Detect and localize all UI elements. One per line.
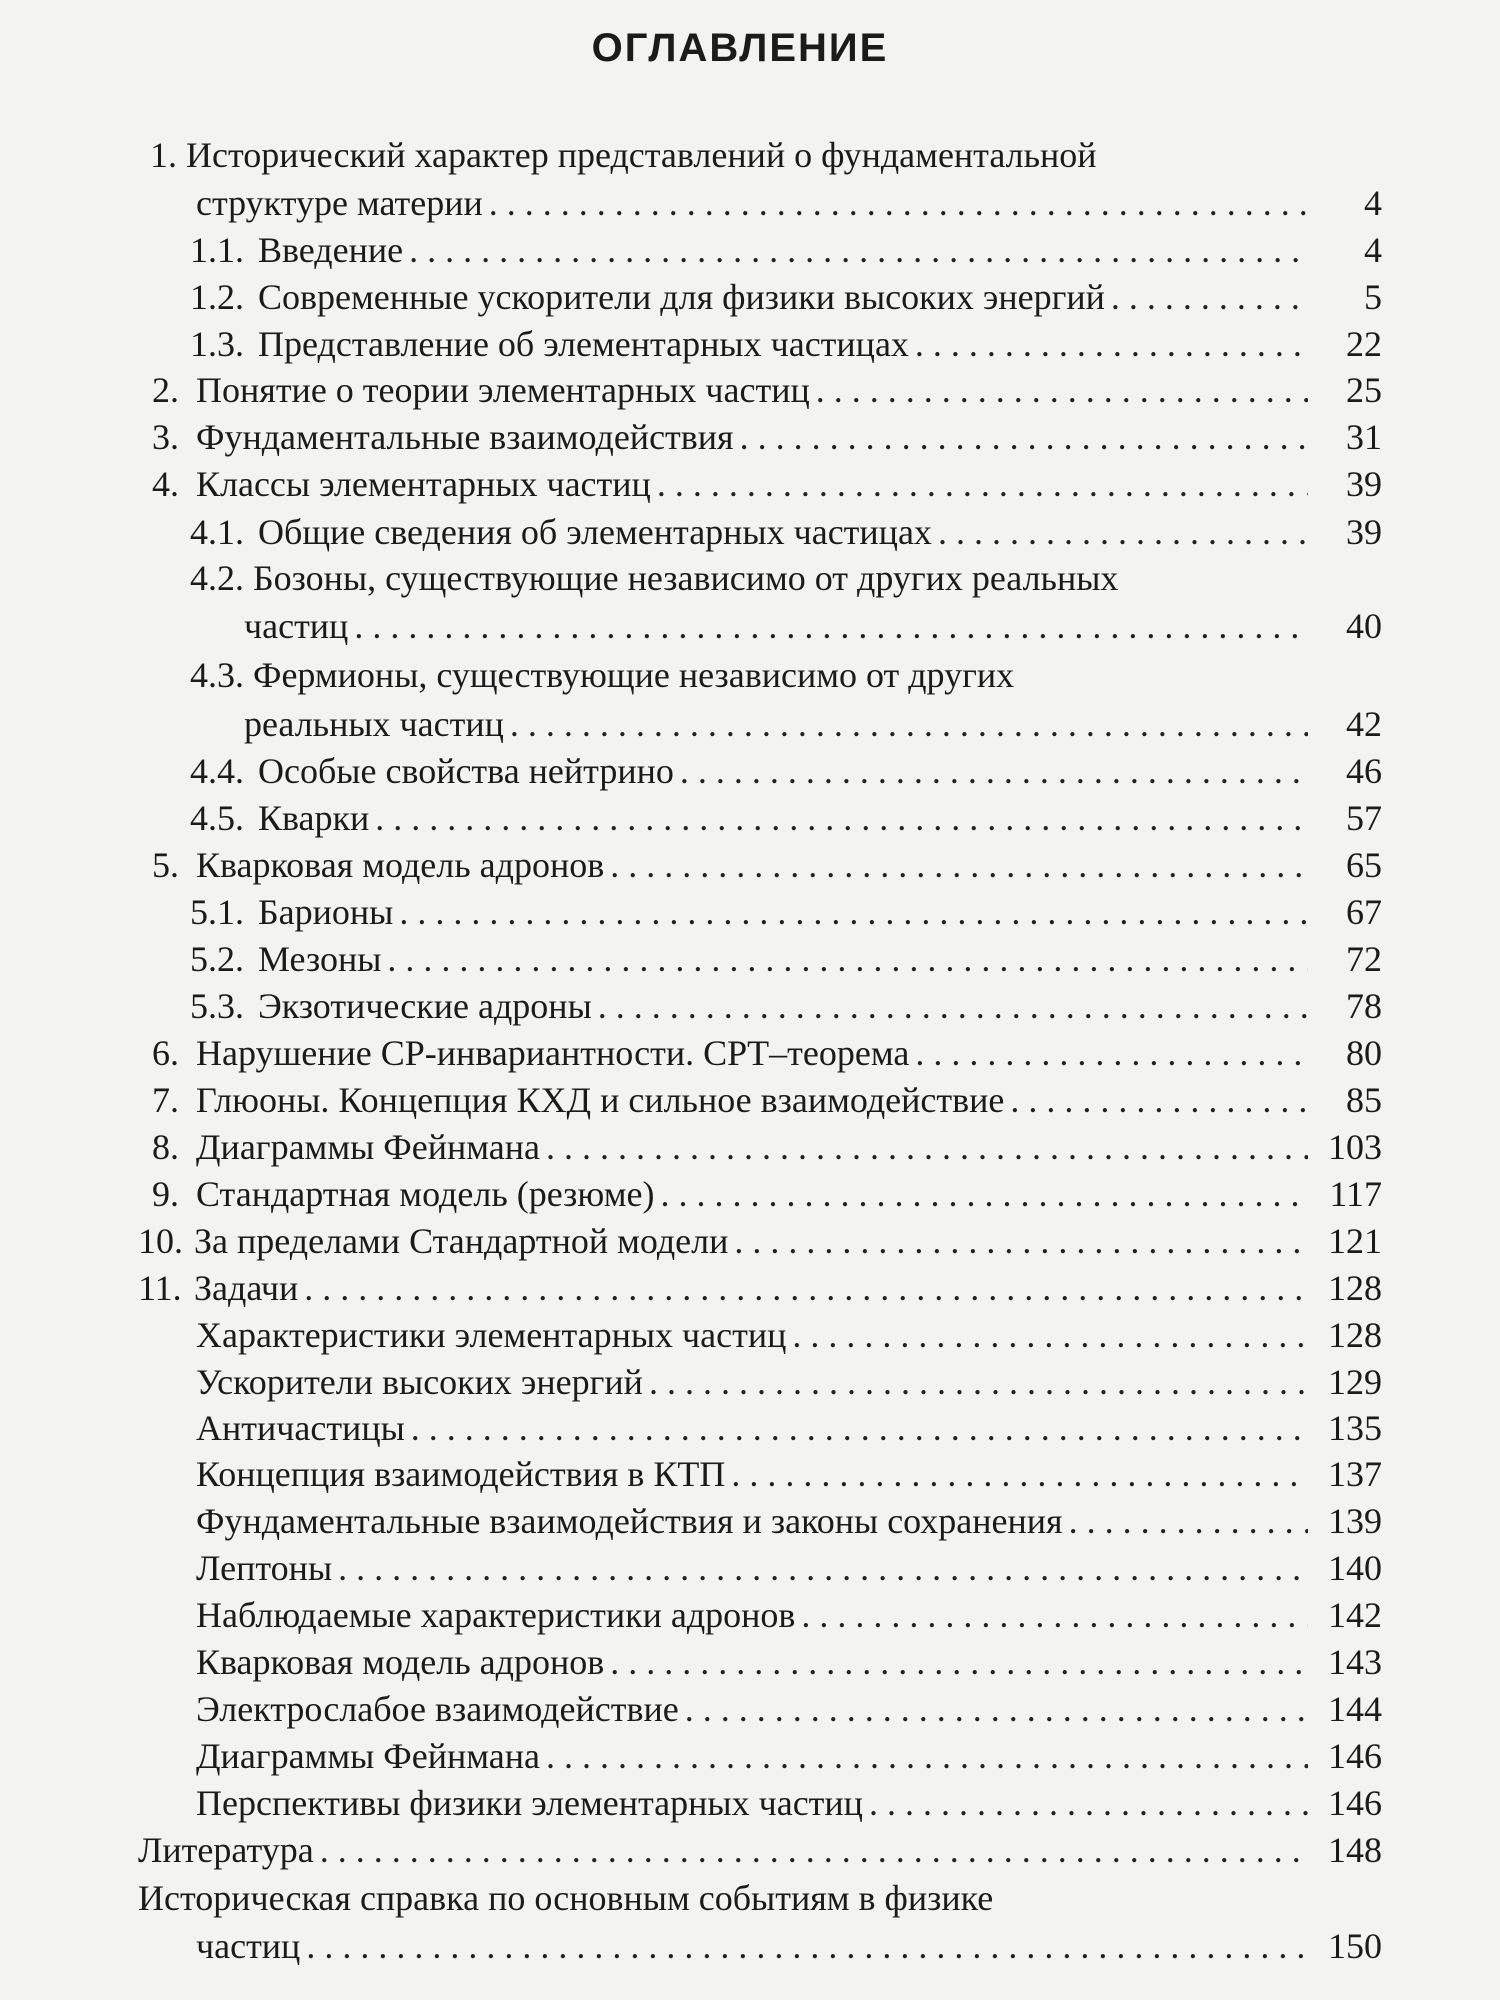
toc-entry-page: 65 [1346,845,1382,885]
toc-entry-page: 128 [1328,1268,1382,1308]
toc-entry-page: 46 [1346,751,1382,791]
toc-entry-number: 3. [152,417,179,457]
toc-entry-page: 39 [1346,464,1382,504]
toc-entry[interactable] [152,462,1382,506]
toc-entry-text: Мезоны [258,939,382,979]
toc-entry[interactable] [190,322,1382,366]
toc-entry-text: Кварки [258,798,370,838]
toc-entry-text: Задачи [194,1268,299,1308]
toc-entry-number: 4.1. [190,512,244,552]
toc-entry[interactable] [196,1593,1382,1637]
toc-entry[interactable] [190,890,1382,934]
toc-entry[interactable] [190,937,1382,981]
toc-entry-text: Литература [138,1830,314,1870]
toc-entry-text: Общие сведения об элементарных частицах [258,512,932,552]
toc-entry-page: 39 [1346,512,1382,552]
toc-entry-text-line1: Бозоны, существующие независимо от других реальных [253,558,1119,598]
toc-entry-number: 1.3. [190,324,244,364]
toc-entry[interactable] [196,1640,1382,1684]
dot-leader [399,890,1308,934]
toc-entry-page: 137 [1328,1454,1382,1494]
toc-entry-page: 67 [1346,892,1382,932]
dot-leader [510,702,1308,746]
toc-entry[interactable] [196,1781,1382,1825]
dot-leader [306,1924,1308,1968]
toc-entry-page: 103 [1328,1127,1382,1167]
dot-leader [731,1452,1308,1496]
toc-entry-text: Представление об элементарных частицах [258,324,909,364]
toc-entry-text: Электрослабое взаимодействие [196,1689,679,1729]
toc-entry-page: 22 [1346,324,1382,364]
toc-entry-number: 7. [152,1080,179,1120]
toc-entry-number: 9. [152,1174,179,1214]
toc-entry-page: 144 [1328,1689,1382,1729]
dot-leader [740,415,1308,459]
toc-entry[interactable] [152,415,1382,459]
toc-entry-number: 4.2. [190,558,244,598]
dot-leader [734,1219,1308,1263]
toc-entry[interactable] [190,510,1382,554]
toc-entry[interactable] [196,1546,1382,1590]
toc-entry-number: 5. [152,845,179,885]
toc-entry[interactable] [152,1125,1382,1169]
dot-leader [661,1172,1308,1216]
dot-leader [938,510,1308,554]
toc-entry-page: 129 [1328,1362,1382,1402]
toc-entry[interactable] [244,604,1382,648]
toc-entry-number: 6. [152,1033,179,1073]
toc-entry-page: 146 [1328,1736,1382,1776]
toc-entry-text: Кварковая модель адронов [196,1642,605,1682]
toc-entry[interactable] [138,1266,1382,1310]
toc-entry-text: Кварковая модель адронов [196,845,605,885]
toc-entry-text: Характеристики элементарных частиц [196,1315,787,1355]
dot-leader [915,1031,1308,1075]
toc-entry-number: 4.4. [190,751,244,791]
toc-entry-text: Барионы [258,892,394,932]
toc-entry-page: 4 [1364,230,1382,270]
toc-entry-page: 80 [1346,1033,1382,1073]
dot-leader [375,796,1308,840]
toc-entry[interactable] [190,984,1382,1028]
toc-entry-number: 1.1. [190,230,244,270]
toc-entry-text: Наблюдаемые характеристики адронов [196,1595,796,1635]
toc-entry-text: Классы элементарных частиц [196,464,651,504]
dot-leader [409,228,1308,272]
toc-entry-page: 121 [1328,1221,1382,1261]
toc-entry-text: Перспективы физики элементарных частиц [196,1783,863,1823]
toc-entry[interactable] [152,1172,1382,1216]
toc-entry-number: 8. [152,1127,179,1167]
toc-entry-number: 4.3. [190,655,244,695]
toc-entry-page: 135 [1328,1408,1382,1448]
toc-entry-line1 [190,556,1118,600]
toc-entry-text: Экзотические адроны [258,986,592,1026]
dot-leader [649,1360,1308,1404]
toc-entry-text: Введение [258,230,404,270]
toc-entry[interactable] [196,1924,1382,1968]
toc-entry-text: Концепция взаимодействия в КТП [196,1454,726,1494]
toc-entry[interactable] [152,843,1382,887]
toc-entry-page: 4 [1364,183,1382,223]
dot-leader [657,462,1308,506]
dot-leader [598,984,1308,1028]
toc-entry-page: 57 [1346,798,1382,838]
toc-entry[interactable] [152,368,1382,412]
toc-entry-page: 31 [1346,417,1382,457]
toc-entry-text: частиц [244,606,349,646]
toc-entry-text-line1: Историческая справка по основным событиям в физике [138,1878,994,1918]
toc-entry-page: 148 [1328,1830,1382,1870]
toc-entry[interactable] [244,702,1382,746]
toc-entry-page: 117 [1329,1174,1382,1214]
toc-entry[interactable] [196,181,1382,225]
toc-entry[interactable] [138,1828,1382,1872]
toc-entry-page: 139 [1328,1501,1382,1541]
dot-leader [610,843,1308,887]
toc-entry-page: 72 [1346,939,1382,979]
toc-entry[interactable] [190,796,1382,840]
toc-entry-text: Ускорители высоких энергий [196,1362,643,1402]
toc-entry[interactable] [196,1687,1382,1731]
toc-entry-text: Лептоны [196,1548,333,1588]
dot-leader [489,181,1308,225]
toc-entry-text: Особые свойства нейтрино [258,751,674,791]
toc-entry-page: 142 [1328,1595,1382,1635]
toc-entry-page: 42 [1346,704,1382,744]
toc-entry-line1 [138,1876,993,1920]
toc-entry[interactable] [196,1313,1382,1357]
toc-entry[interactable] [190,749,1382,793]
dot-leader [816,368,1308,412]
dot-leader [1069,1499,1308,1543]
toc-entry[interactable] [190,275,1382,319]
toc-entry-text: Фундаментальные взаимодействия [196,417,734,457]
toc-entry-page: 78 [1346,986,1382,1026]
toc-entry-number: 11. [138,1268,182,1308]
toc-entry-number: 5.2. [190,939,244,979]
toc-entry[interactable] [196,1406,1382,1450]
toc-entry-number: 2. [152,370,179,410]
toc-entry-text: Фундаментальные взаимодействия и законы сохранения [196,1501,1063,1541]
dot-leader [338,1546,1308,1590]
dot-leader [354,604,1308,648]
toc-entry-number: 1.2. [190,277,244,317]
toc-entry-text-line1: Исторический характер представлений о фундаментальной [186,135,1097,175]
toc-entry-number: 1. [150,135,177,175]
dot-leader [1010,1078,1308,1122]
dot-leader [792,1313,1308,1357]
dot-leader [869,1781,1308,1825]
toc-entry-line1 [190,653,1014,697]
toc-entry-text: реальных частиц [244,704,504,744]
toc-entry-text: Диаграммы Фейнмана [196,1127,541,1167]
toc-entry-text: Диаграммы Фейнмана [196,1736,541,1776]
toc-entry-number: 4. [152,464,179,504]
dot-leader [546,1734,1308,1778]
toc-entry-text: Античастицы [196,1408,405,1448]
toc-entry-text: Понятие о теории элементарных частиц [196,370,810,410]
dot-leader [1111,275,1308,319]
toc-entry-text: Нарушение CP-инвариантности. CPT–теорема [196,1033,910,1073]
toc-entry-number: 5.3. [190,986,244,1026]
dot-leader [915,322,1308,366]
toc-entry-page: 5 [1364,277,1382,317]
toc-entry[interactable] [196,1734,1382,1778]
page-title: ОГЛАВЛЕНИЕ [591,26,889,70]
dot-leader [304,1266,1308,1310]
dot-leader [320,1828,1308,1872]
toc-entry-text: Современные ускорители для физики высоких энергий [258,277,1105,317]
toc-entry-page: 140 [1328,1548,1382,1588]
toc-entry-text: частиц [196,1926,301,1966]
toc-entry-page: 128 [1328,1315,1382,1355]
toc-entry[interactable] [196,1499,1382,1543]
toc-entry[interactable] [190,228,1382,272]
toc-entry-text: Глюоны. Концепция КХД и сильное взаимодействие [196,1080,1005,1120]
toc-entry-page: 150 [1328,1926,1382,1966]
dot-leader [546,1125,1308,1169]
toc-entry-page: 85 [1346,1080,1382,1120]
toc-entry-number: 10. [138,1221,183,1261]
toc-entry-page: 25 [1346,370,1382,410]
toc-entry[interactable] [152,1078,1382,1122]
dot-leader [411,1406,1308,1450]
toc-entry-number: 5.1. [190,892,244,932]
dot-leader [610,1640,1308,1684]
toc-entry-text-line1: Фермионы, существующие независимо от других [253,655,1015,695]
toc-entry-page: 146 [1328,1783,1382,1823]
dot-leader [801,1593,1308,1637]
dot-leader [685,1687,1308,1731]
toc-entry-page: 40 [1346,606,1382,646]
toc-entry[interactable] [152,1031,1382,1075]
toc-entry-line1 [150,133,1097,177]
dot-leader [387,937,1308,981]
toc-entry-text: За пределами Стандартной модели [194,1221,729,1261]
toc-entry[interactable] [196,1360,1382,1404]
toc-entry-number: 4.5. [190,798,244,838]
toc-entry-text: Стандартная модель (резюме) [196,1174,655,1214]
dot-leader [680,749,1308,793]
toc-entry[interactable] [138,1219,1382,1263]
toc-entry-text: структуре материи [196,183,483,223]
toc-entry-page: 143 [1328,1642,1382,1682]
toc-entry[interactable] [196,1452,1382,1496]
